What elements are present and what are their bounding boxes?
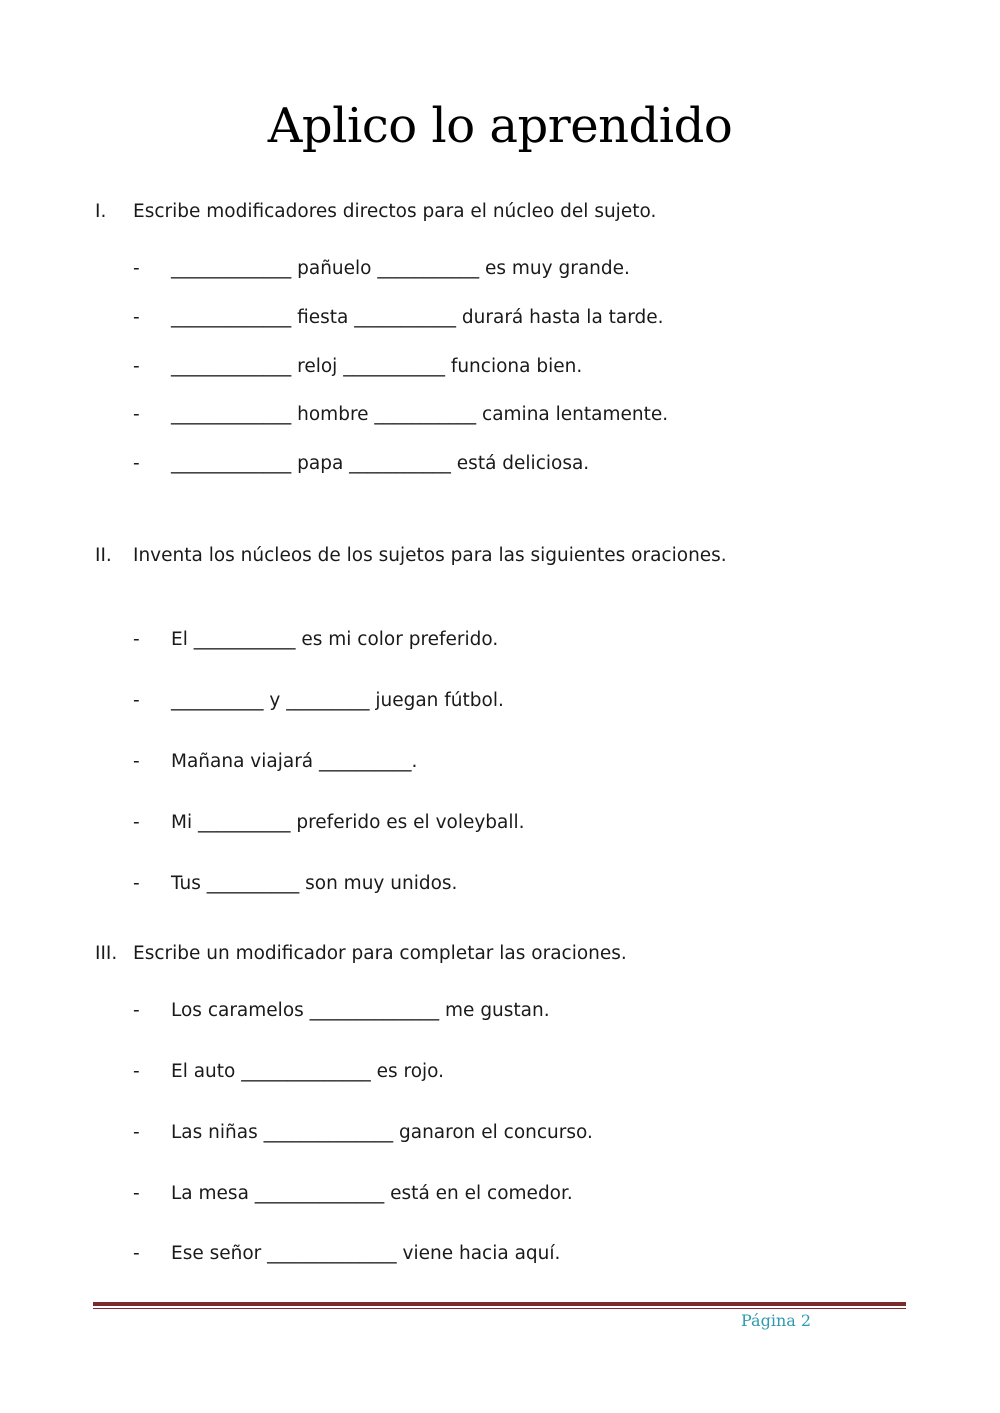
list-item	[133, 689, 504, 713]
section-roman-numeral: II.	[95, 545, 112, 566]
exercise-sentence: _____________ reloj ___________ funciona bien.	[171, 356, 583, 377]
section-roman-numeral: I.	[95, 201, 107, 222]
list-item	[133, 628, 498, 652]
list-item	[133, 403, 668, 427]
section-instruction: Escribe modificadores directos para el núcleo del sujeto.	[133, 201, 657, 222]
section-instruction: Inventa los núcleos de los sujetos para las siguientes oraciones.	[133, 545, 727, 566]
list-item	[133, 355, 582, 379]
bullet-dash: -	[133, 1183, 140, 1204]
list-item	[133, 452, 589, 476]
list-item	[133, 306, 664, 330]
bullet-dash: -	[133, 258, 140, 279]
bullet-dash: -	[133, 751, 140, 772]
section-roman-numeral: III.	[95, 943, 118, 964]
exercise-sentence: Mi __________ preferido es el voleyball.	[171, 812, 525, 833]
exercise-sentence: El auto ______________ es rojo.	[171, 1061, 445, 1082]
bullet-dash: -	[133, 1243, 140, 1264]
exercise-sentence: _____________ fiesta ___________ durará hasta la tarde.	[171, 307, 664, 328]
bullet-dash: -	[133, 453, 140, 474]
section-heading-3	[95, 942, 627, 966]
bullet-dash: -	[133, 629, 140, 650]
list-item	[133, 257, 630, 281]
list-item	[133, 811, 525, 835]
bullet-dash: -	[133, 812, 140, 833]
exercise-sentence: _____________ pañuelo ___________ es muy grande.	[171, 258, 630, 279]
list-item	[133, 750, 417, 774]
bullet-dash: -	[133, 873, 140, 894]
page-number: Página 2	[741, 1311, 812, 1330]
bullet-dash: -	[133, 1061, 140, 1082]
exercise-sentence: _____________ hombre ___________ camina lentamente.	[171, 404, 669, 425]
exercise-sentence: __________ y _________ juegan fútbol.	[171, 690, 504, 711]
list-item	[133, 1182, 573, 1206]
bullet-dash: -	[133, 356, 140, 377]
bullet-dash: -	[133, 1122, 140, 1143]
page-title: Aplico lo aprendido	[267, 98, 733, 154]
exercise-sentence: El ___________ es mi color preferido.	[171, 629, 499, 650]
section-heading-1	[95, 200, 656, 224]
exercise-sentence: Mañana viajará __________.	[171, 751, 418, 772]
exercise-sentence: _____________ papa ___________ está deliciosa.	[171, 453, 590, 474]
list-item	[133, 1060, 444, 1084]
section-heading-2	[95, 544, 727, 568]
bullet-dash: -	[133, 1000, 140, 1021]
exercise-sentence: Los caramelos ______________ me gustan.	[171, 1000, 550, 1021]
exercise-sentence: Las niñas ______________ ganaron el concurso.	[171, 1122, 593, 1143]
list-item	[133, 872, 457, 896]
bullet-dash: -	[133, 404, 140, 425]
list-item	[133, 999, 550, 1023]
bullet-dash: -	[133, 307, 140, 328]
exercise-sentence: La mesa ______________ está en el comedor.	[171, 1183, 573, 1204]
list-item	[133, 1242, 560, 1266]
footer-divider-thin	[93, 1308, 906, 1309]
exercise-sentence: Ese señor ______________ viene hacia aquí.	[171, 1243, 561, 1264]
exercise-sentence: Tus __________ son muy unidos.	[171, 873, 458, 894]
list-item	[133, 1121, 593, 1145]
bullet-dash: -	[133, 690, 140, 711]
section-instruction: Escribe un modificador para completar las oraciones.	[133, 943, 627, 964]
footer-divider	[93, 1302, 906, 1306]
